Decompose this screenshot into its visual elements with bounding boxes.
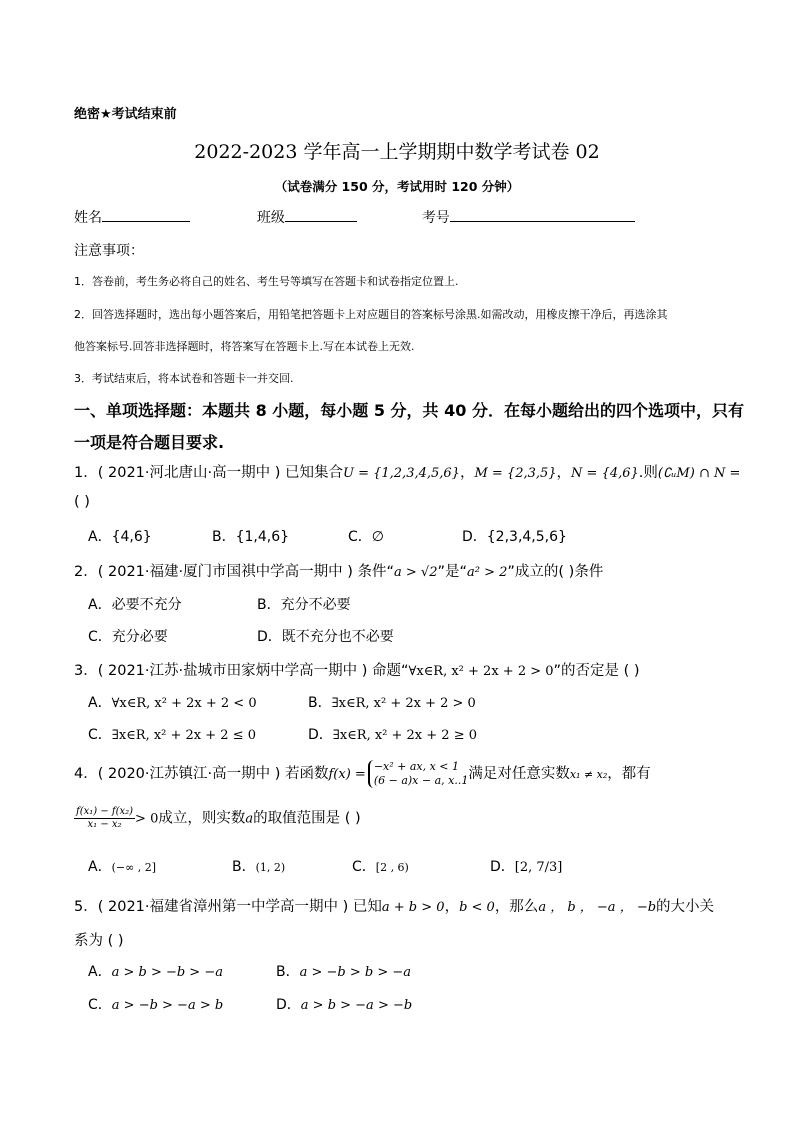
- q2-stem: 2．( 2021·福建·厦门市国祺中学高一期中 ) 条件“: [74, 564, 394, 580]
- q4-option-b[interactable]: [232, 856, 285, 876]
- q5-mid: ，那么: [494, 899, 539, 915]
- q4-option-c[interactable]: [352, 856, 409, 876]
- q4-line2: 成立，则实数: [158, 810, 246, 827]
- q4-gt-zero: > 0: [135, 811, 159, 827]
- option-label: C．: [88, 727, 112, 743]
- q4-mid: 满足对任意实数: [468, 766, 570, 782]
- option-label: D．: [490, 859, 515, 875]
- notes-heading: 注意事项：: [74, 243, 144, 259]
- note-2-cont: 他答案标号.回答非选择题时，将答案写在答题卡上.写在本试卷上无效.: [74, 340, 415, 353]
- q5-sep: ，: [444, 899, 460, 915]
- q1-option-c[interactable]: C．∅: [348, 529, 384, 545]
- section-heading-cont: 一项是符合题目要求.: [74, 433, 225, 452]
- q4-option-d[interactable]: [490, 856, 562, 876]
- q1-expr: (∁ᵤM) ∩ N =: [657, 466, 741, 481]
- option-label: A．: [88, 695, 112, 711]
- student-info-fields: [74, 207, 635, 227]
- q2-cond-2: a² > 2: [467, 565, 508, 580]
- q4-fraction: [74, 806, 135, 831]
- note-3: 3．考试结束后，将本试卷和答题卡一并交回.: [74, 372, 294, 385]
- q2-option-d[interactable]: D．既不充分也不必要: [257, 629, 394, 645]
- name-blank[interactable]: [102, 207, 190, 222]
- q3-proposition: ∀x∈R, x² + 2x + 2 > 0: [408, 664, 554, 679]
- name-label: 姓名: [74, 210, 102, 226]
- number-label: 考号: [421, 210, 450, 226]
- option-label: B．: [276, 964, 300, 980]
- option-label: C．: [88, 997, 112, 1013]
- q5-cond-1: a + b > 0: [381, 900, 445, 915]
- option-text: ∀x∈R, x² + 2x + 2 < 0: [111, 696, 257, 711]
- q1-sep: ，: [556, 465, 572, 481]
- q5-option-b[interactable]: [276, 961, 411, 981]
- option-text: ∃x∈R, x² + 2x + 2 ≥ 0: [332, 728, 477, 743]
- question-2: [74, 560, 603, 581]
- option-text: a > b > −a > −b: [300, 998, 413, 1013]
- option-text: [2, 7/3]: [514, 860, 563, 875]
- q3-option-c[interactable]: [88, 724, 256, 744]
- q4-case-1: −x² + ax, x < 1: [373, 760, 460, 773]
- class-blank[interactable]: [285, 207, 357, 222]
- number-blank[interactable]: [450, 207, 635, 222]
- option-label: A．: [88, 964, 112, 980]
- option-label: D．: [276, 997, 301, 1013]
- q1-set-u: U = {1,2,3,4,5,6}: [343, 466, 460, 481]
- q1-option-b[interactable]: B．{1,4,6}: [212, 529, 290, 545]
- q2-option-a[interactable]: A．必要不充分: [88, 597, 182, 613]
- q2-cond-1: a > √2: [394, 565, 438, 580]
- q5-list: a ， b ， −a ， −b: [538, 900, 657, 915]
- q2-mid: ”是“: [437, 564, 467, 580]
- note-1: 1．答卷前，考生务必将自己的姓名、考生号等填写在答题卡和试卷指定位置上.: [74, 275, 459, 288]
- q1-answer-paren: ( ): [74, 494, 90, 510]
- q5-option-d[interactable]: [276, 994, 412, 1014]
- q3-option-d[interactable]: [308, 724, 477, 744]
- option-text: a > −b > b > −a: [299, 965, 412, 980]
- note-2: 2．回答选择题时，选出每小题答案后，用铅笔把答题卡上对应题目的答案标号涂黑.如需改动，用橡皮擦干净后，再选涂其: [74, 308, 668, 321]
- option-label: B．: [308, 695, 332, 711]
- q4-var-a: a: [245, 811, 254, 827]
- q4-case-2: (6 − a)x − a, x..1: [373, 774, 469, 787]
- q4-neq: x₁ ≠ x₂: [569, 768, 608, 781]
- question-1: [74, 461, 740, 482]
- option-label: B．: [232, 859, 256, 875]
- option-text: [2 , 6): [375, 861, 409, 874]
- q5-option-a[interactable]: [88, 961, 223, 981]
- q1-then: .则: [638, 465, 658, 481]
- class-label: 班级: [256, 210, 285, 226]
- question-4-cont: [74, 806, 361, 831]
- q2-option-b[interactable]: B．充分不必要: [257, 597, 351, 613]
- q5-end: 的大小关: [656, 899, 715, 915]
- q1-sep: ，: [459, 465, 475, 481]
- q4-line2b: 的取值范围是 ( ): [253, 810, 361, 827]
- option-text: (−∞ , 2]: [111, 861, 157, 874]
- option-text: a > b > −b > −a: [111, 965, 223, 980]
- option-label: C．: [352, 859, 376, 875]
- q2-option-c[interactable]: C．充分必要: [88, 629, 168, 645]
- q1-set-m: M = {2,3,5}: [474, 466, 557, 481]
- q3-stem: 3．( 2021·江苏·盐城市田家炳中学高一期中 ) 命题“: [74, 663, 409, 679]
- q2-suffix: ”成立的( )条件: [507, 564, 604, 580]
- exam-subtitle: （试卷满分 150 分，考试用时 120 分钟）: [274, 179, 520, 194]
- q1-option-d[interactable]: D．{2,3,4,5,6}: [462, 529, 567, 545]
- q1-stem: 1．( 2021·河北唐山·高一期中 ) 已知集合: [74, 465, 343, 481]
- q4-frac-num: f(x₁) − f(x₂): [76, 806, 134, 817]
- q4-piecewise: [368, 760, 469, 788]
- question-4: [74, 760, 651, 788]
- option-text: a > −b > −a > b: [111, 998, 224, 1013]
- q1-option-a[interactable]: A．{4,6}: [88, 529, 152, 545]
- q4-stem: 4．( 2020·江苏镇江·高一期中 ) 若函数: [74, 766, 329, 782]
- q4-function: f(x) =: [328, 767, 366, 782]
- option-text: (1, 2): [255, 861, 286, 874]
- question-3: [74, 659, 640, 680]
- q3-option-b[interactable]: [308, 692, 476, 712]
- option-text: ∃x∈R, x² + 2x + 2 > 0: [331, 696, 476, 711]
- question-5: [74, 895, 714, 916]
- q5-cond-2: b < 0: [459, 900, 495, 915]
- option-label: D．: [308, 727, 333, 743]
- q4-option-a[interactable]: [88, 856, 156, 876]
- q5-option-c[interactable]: [88, 994, 223, 1014]
- section-heading: 一、单项选择题：本题共 8 小题，每小题 5 分，共 40 分．在每小题给出的四个选项中，只有: [74, 401, 744, 420]
- q3-suffix: ”的否定是 ( ): [553, 663, 640, 679]
- q4-frac-den: x₁ − x₂: [87, 819, 122, 830]
- q3-option-a[interactable]: [88, 692, 257, 712]
- option-label: A．: [88, 859, 112, 875]
- q5-stem: 5．( 2021·福建省漳州第一中学高一期中 ) 已知: [74, 899, 382, 915]
- exam-title: 2022-2023 学年高一上学期期中数学考试卷 02: [194, 141, 600, 163]
- confidential-label: 绝密★考试结束前: [74, 107, 177, 122]
- q4-end: ，都有: [607, 766, 651, 782]
- question-5-cont: 系为 ( ): [74, 933, 124, 949]
- option-text: ∃x∈R, x² + 2x + 2 ≤ 0: [111, 728, 256, 743]
- q1-set-n: N = {4,6}: [571, 466, 639, 481]
